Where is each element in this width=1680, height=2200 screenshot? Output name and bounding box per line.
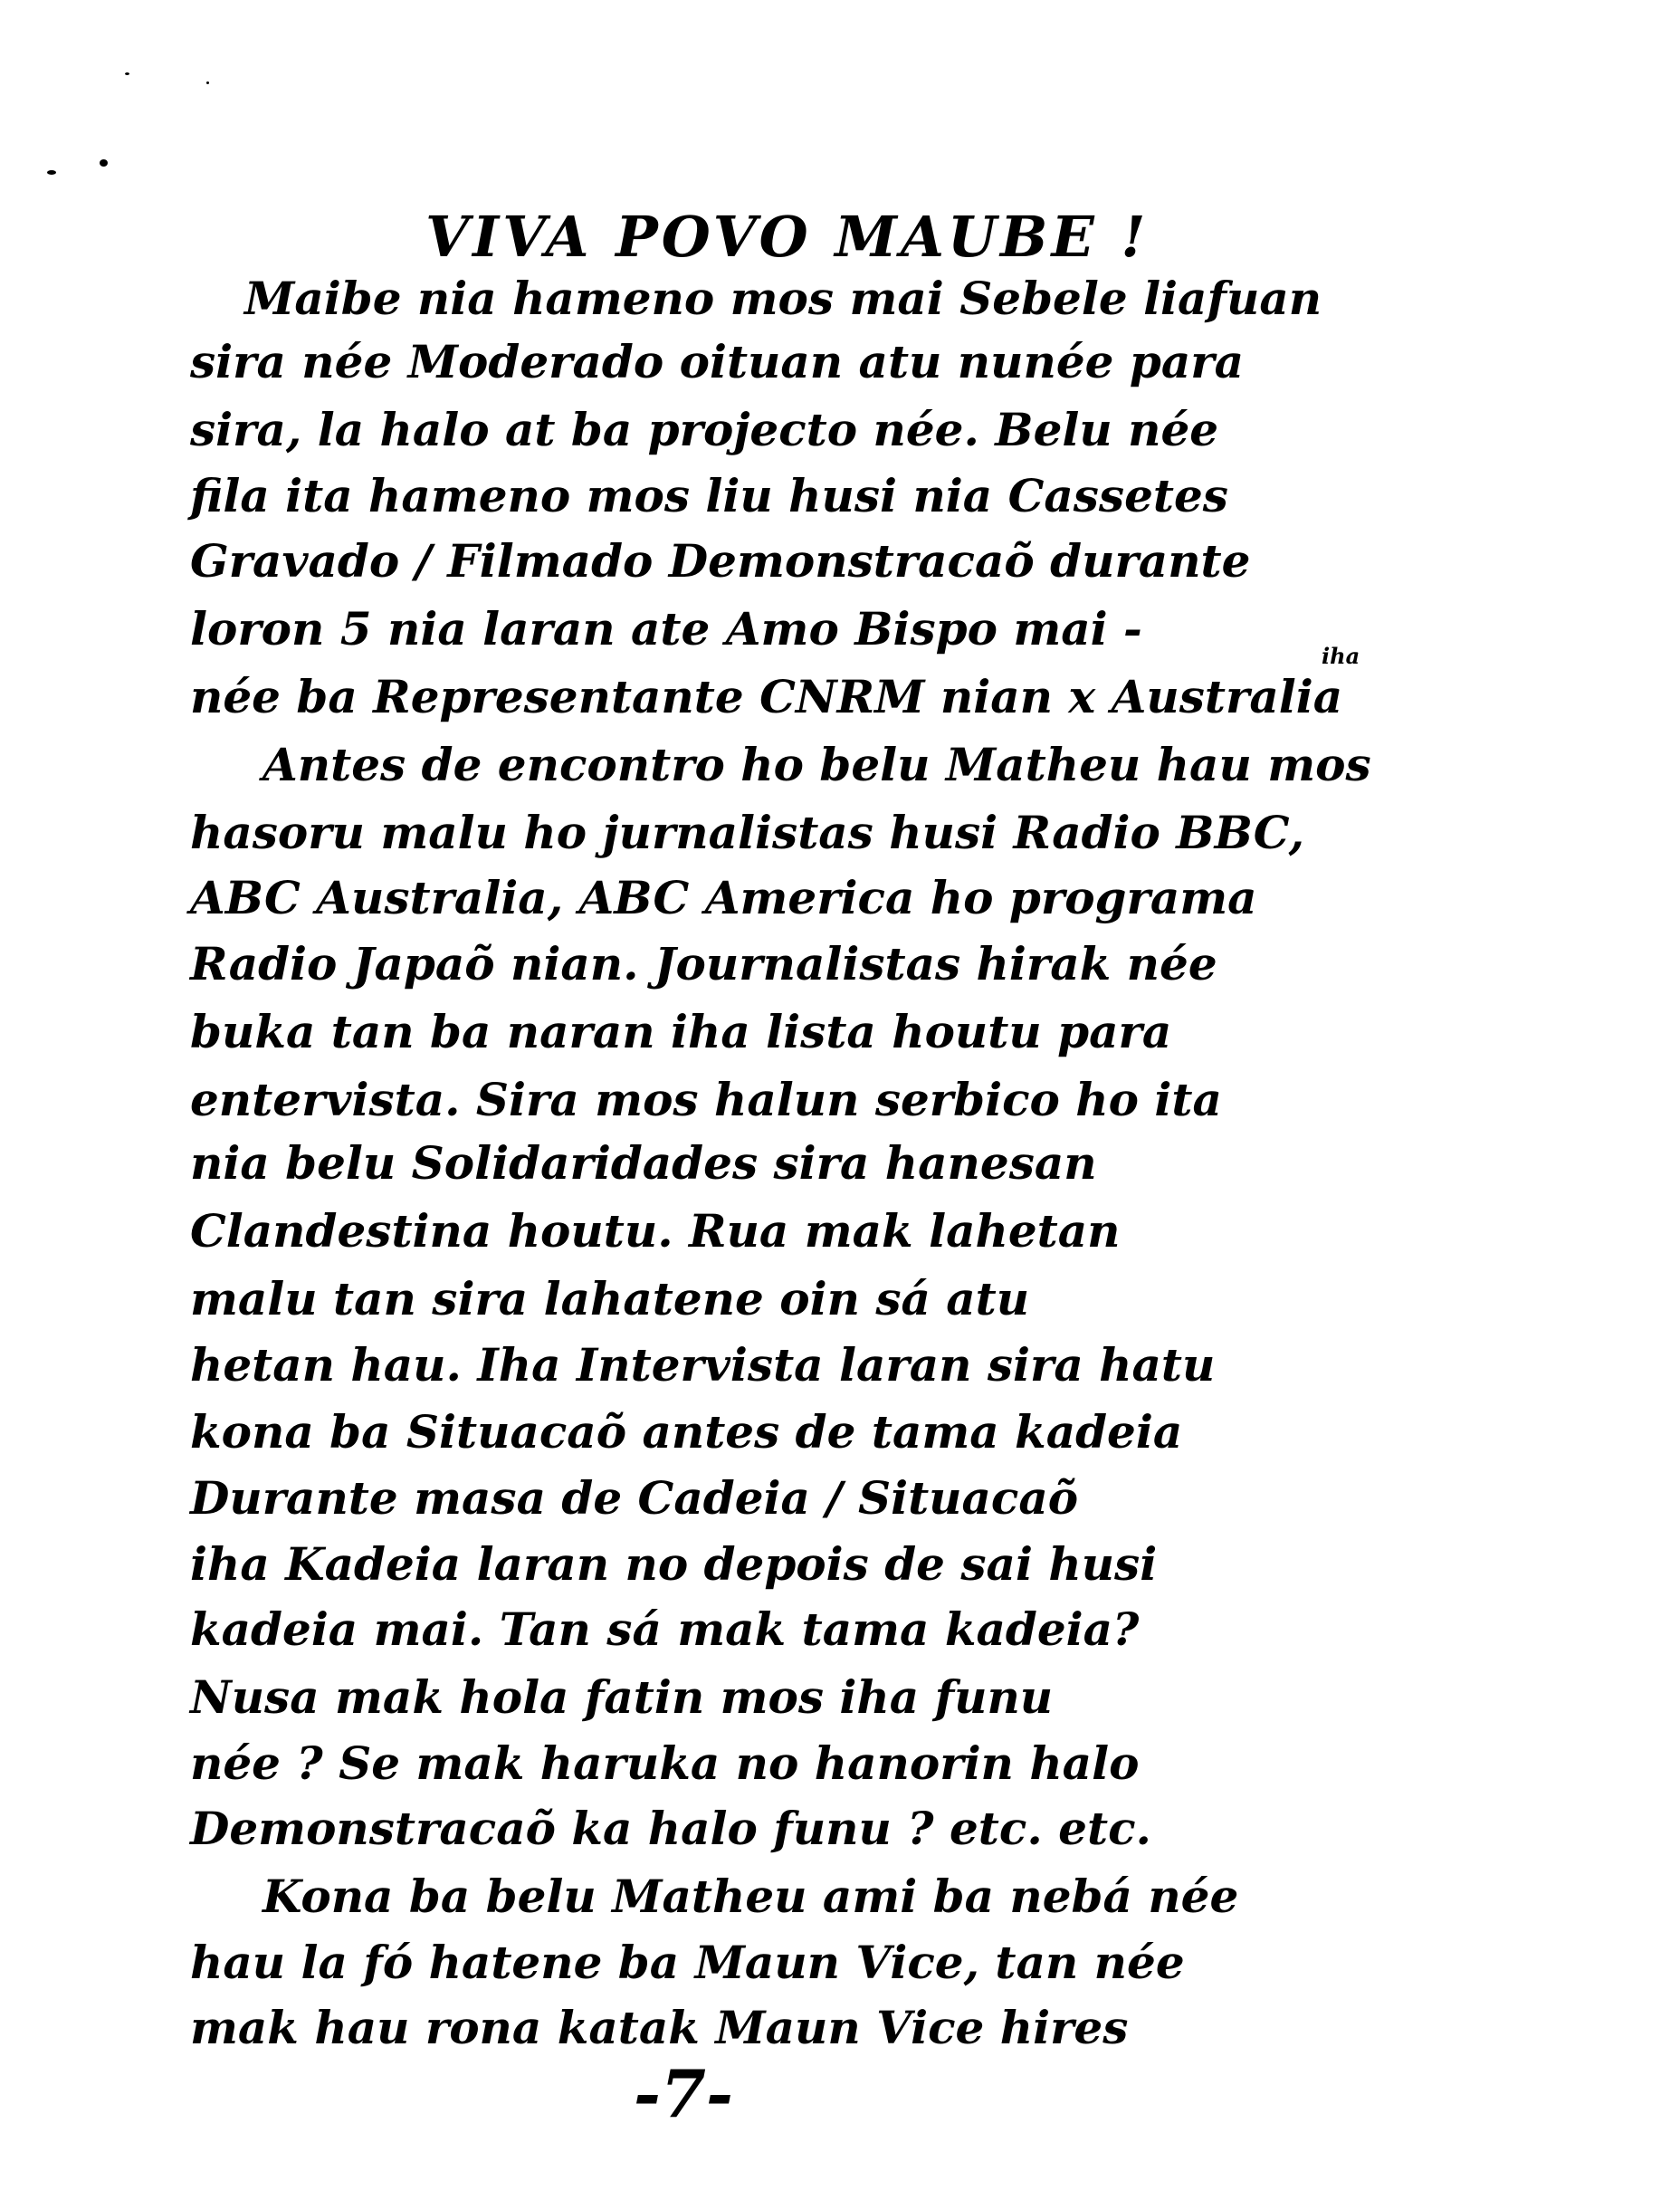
text-line: Antes de encontro ho belu Matheu hau mos xyxy=(262,738,1371,791)
text-line: entervista. Sira mos halun serbico ho ita xyxy=(190,1073,1222,1126)
text-line: nia belu Solidaridades sira hanesan xyxy=(190,1136,1097,1190)
page-title: VIVA POVO MAUBE ! xyxy=(425,204,1150,270)
scan-speck xyxy=(206,81,209,84)
scan-speck xyxy=(47,170,56,175)
text-line: Gravado / Filmado Demonstracaõ durante xyxy=(190,534,1251,588)
text-line: hetan hau. Iha Intervista laran sira hatu xyxy=(190,1338,1216,1392)
page-number: -7- xyxy=(634,2055,733,2132)
text-line: hasoru malu ho jurnalistas husi Radio BBC, xyxy=(190,806,1305,859)
text-line: buka tan ba naran iha lista houtu para xyxy=(190,1005,1172,1058)
text-line: née ba Representante CNRM nian x Australia xyxy=(190,670,1343,723)
text-line: malu tan sira lahatene oin sá atu xyxy=(190,1272,1030,1325)
text-line: Demonstracaõ ka halo funu ? etc. etc. xyxy=(190,1802,1151,1855)
text-line: iha Kadeia laran no depois de sai husi xyxy=(190,1537,1158,1591)
text-line: Nusa mak hola fatin mos iha funu xyxy=(190,1670,1054,1724)
text-line: Radio Japaõ nian. Journalistas hirak née xyxy=(190,937,1217,990)
scan-speck xyxy=(100,159,108,167)
text-line: Durante masa de Cadeia / Situacaõ xyxy=(190,1471,1079,1525)
text-line: hau la fó hatene ba Maun Vice, tan née xyxy=(190,1936,1185,1989)
interlinear-insertion: iha xyxy=(1322,643,1360,669)
text-line: née ? Se mak haruka no hanorin halo xyxy=(190,1736,1140,1790)
text-line: fila ita hameno mos liu husi nia Cassetes xyxy=(190,469,1228,522)
text-line: kona ba Situacaõ antes de tama kadeia xyxy=(190,1405,1183,1459)
text-line: mak hau rona katak Maun Vice hires xyxy=(190,2001,1129,2054)
text-line: Kona ba belu Matheu ami ba nebá née xyxy=(262,1870,1239,1923)
text-line: Maibe nia hameno mos mai Sebele liafuan xyxy=(244,272,1322,325)
text-line: Clandestina houtu. Rua mak lahetan xyxy=(190,1204,1121,1258)
text-line: sira, la halo at ba projecto née. Belu née xyxy=(190,403,1219,456)
scan-speck xyxy=(125,72,129,75)
text-line: kadeia mai. Tan sá mak tama kadeia? xyxy=(190,1602,1140,1656)
text-line: ABC Australia, ABC America ho programa xyxy=(190,871,1257,924)
text-line: loron 5 nia laran ate Amo Bispo mai - xyxy=(190,602,1142,655)
text-line: sira née Moderado oituan atu nunée para xyxy=(190,335,1244,388)
